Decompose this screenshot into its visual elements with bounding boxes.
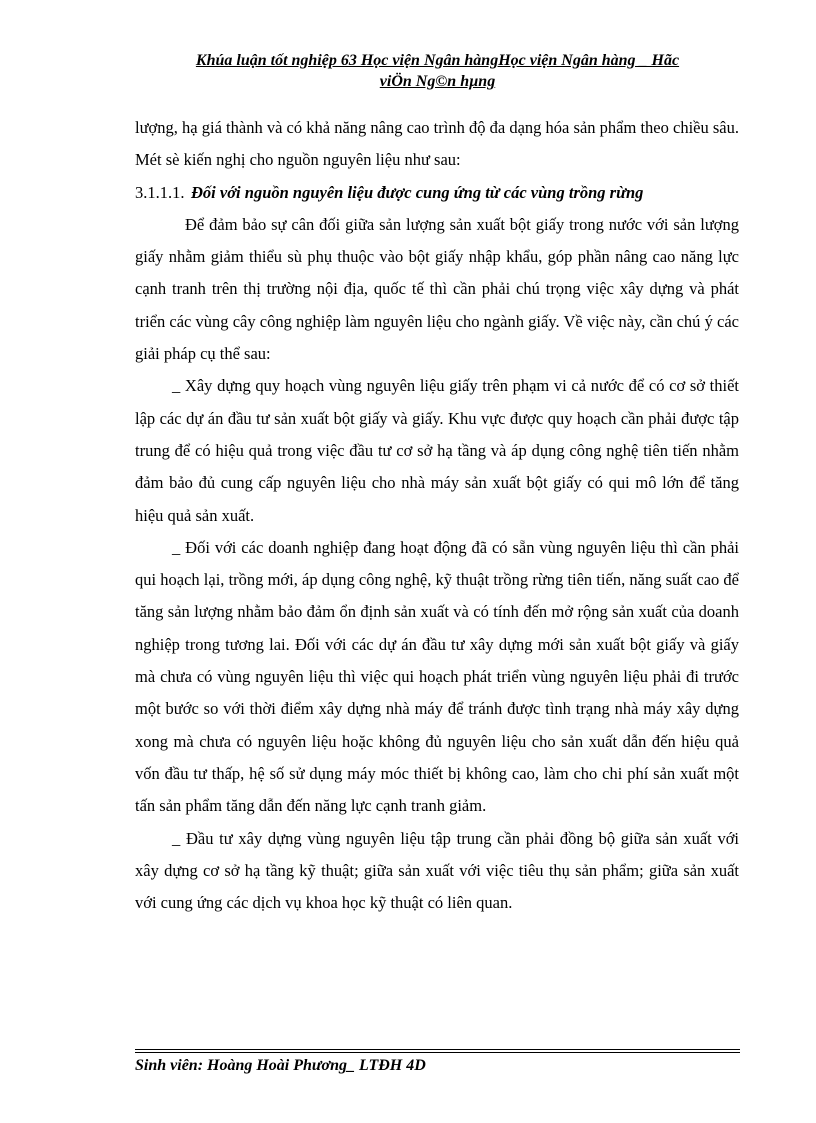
footer-divider [135, 1049, 740, 1053]
header-line-1: Khúa luận tốt nghiệp 63 Học viện Ngân hàngHọc viện Ngân hàng _ Hãc [195, 52, 680, 69]
bullet-planning: _ Xây dựng quy hoạch vùng nguyên liệu giấy trên phạm vi cả nước để có cơ sở thiết lập các dự án đầu tư sản xuất bột giấy và giấy. Khu vực được quy hoạch cần phải được tập trung để có hiệu quả trong việc đầu tư cơ sở hạ tầng và áp dụng công nghệ tiên tiến nhằm đảm bảo đủ cung cấp nguyên liệu cho nhà máy sản xuất bột giấy có qui mô lớn để tăng hiệu quả sản xuất. [135, 376, 739, 525]
bullet-existing-enterprises: _ Đối với các doanh nghiệp đang hoạt động đã có sẵn vùng nguyên liệu thì cần phải qui hoạch lại, trồng mới, áp dụng công nghệ, kỹ thuật trồng rừng tiên tiến, năng suất cao để tăng sản lượng nhằm bảo đảm ổn định sản xuất và có tính đến mở rộng sản xuất của doanh nghiệp trong tương lai. Đối với các dự án đầu tư xây dựng mới sản xuất bột giấy và giấy mà chưa có vùng nguyên liệu thì việc qui hoạch phát triển vùng nguyên liệu phải đi trước một bước so với thời điểm xây dựng nhà máy để tránh được tình trạng nhà máy xây dựng xong mà chưa có nguyên liệu hoặc không đủ nguyên liệu cho sản xuất dẫn đến hiệu quả vốn đầu tư thấp, hệ số sử dụng máy móc thiết bị không cao, làm cho chi phí sản xuất một tấn sản phẩm tăng dẫn đến năng lực cạnh tranh giảm. [135, 537, 739, 816]
document-body [135, 112, 739, 919]
bullet-investment: _ Đầu tư xây dựng vùng nguyên liệu tập trung cần phải đồng bộ giữa sản xuất với xây dựng cơ sở hạ tầng kỹ thuật; giữa sản xuất với việc tiêu thụ sản phẩm; giữa sản xuất với cung ứng các dịch vụ khoa học kỹ thuật có liên quan. [135, 828, 739, 913]
section-title: Đối với nguồn nguyên liệu được cung ứng từ các vùng trồng rừng [191, 182, 644, 202]
section-heading [135, 177, 739, 209]
section-number: 3.1.1.1. [135, 182, 185, 202]
paragraph-main: Để đảm bảo sự cân đối giữa sản lượng sản xuất bột giấy trong nước với sản lượng giấy nhằm giảm thiểu sù phụ thuộc vào bột giấy nhập khẩu, góp phần nâng cao năng lực cạnh tranh trên thị trường nội địa, quốc tế thì cần phải chú trọng việc xây dựng và phát triển các vùng cây công nghiệp làm nguyên liệu cho ngành giấy. Về việc này, cần chú ý các giải pháp cụ thể sau: [135, 214, 739, 364]
paragraph-intro: lượng, hạ giá thành và có khả năng nâng cao trình độ đa dạng hóa sản phẩm theo chiều sâu. Mét sè kiến nghị cho nguồn nguyên liệu như sau: [135, 118, 739, 170]
page-header [135, 50, 740, 92]
header-line-2: viÖn Ng©n hµng [379, 73, 496, 90]
page-footer: Sinh viên: Hoàng Hoài Phương_ LTĐH 4D [135, 1057, 426, 1074]
